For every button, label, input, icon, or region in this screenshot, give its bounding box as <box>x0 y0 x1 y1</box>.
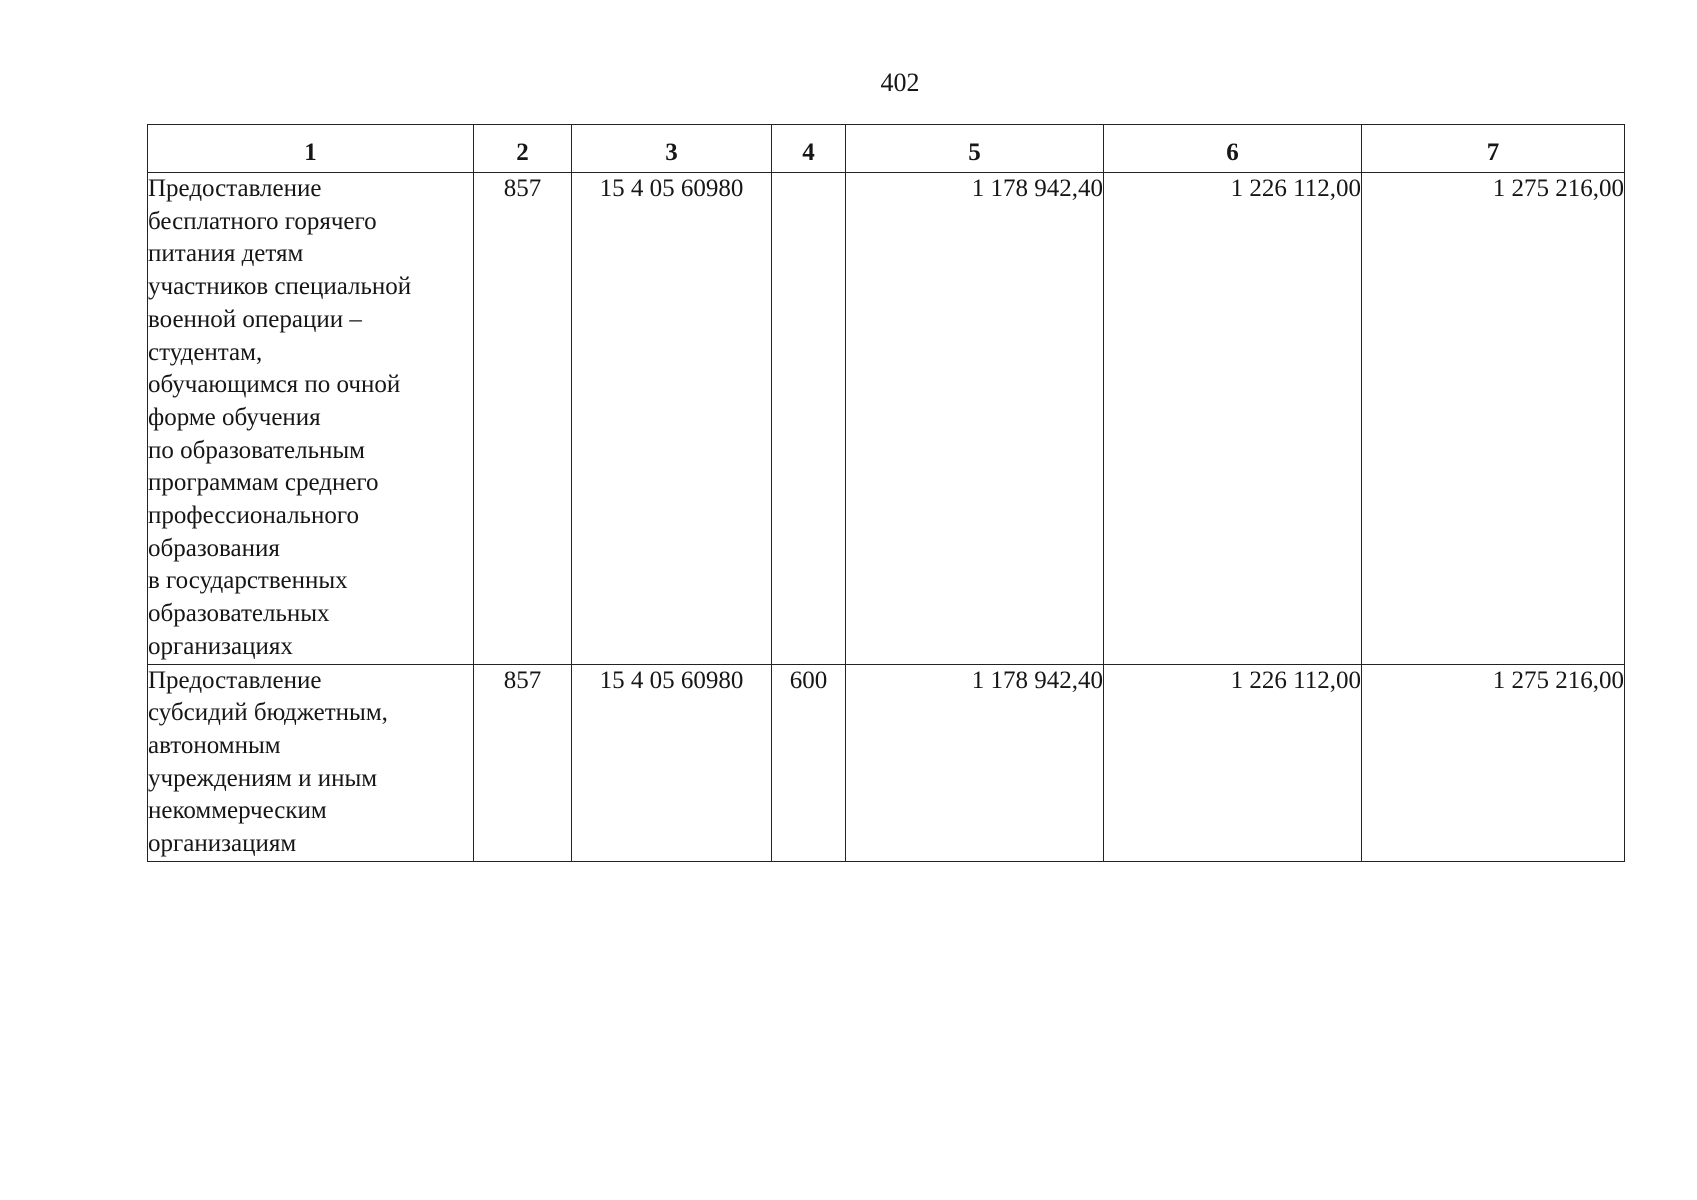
name-line: образовательных <box>148 600 330 628</box>
name-line: военной операции – <box>148 305 362 333</box>
column-header-4: 4 <box>772 125 846 173</box>
table-row <box>148 664 1625 861</box>
header-row <box>148 125 1625 173</box>
column-header-1: 1 <box>148 125 474 173</box>
table-row <box>148 173 1625 665</box>
budget-table <box>147 124 1625 862</box>
expense-type-cell <box>772 173 846 665</box>
column-header-3: 3 <box>572 125 772 173</box>
amount-cell-col6: 1 226 112,00 <box>1104 173 1362 665</box>
amount-cell-col7: 1 275 216,00 <box>1362 664 1625 861</box>
name-line: субсидий бюджетным, <box>148 699 388 727</box>
name-line: форме обучения <box>148 403 321 431</box>
name-line: некоммерческим <box>148 797 327 825</box>
name-line: по образовательным <box>148 436 365 464</box>
name-line: программам среднего <box>148 469 379 497</box>
name-line: Предоставление <box>148 666 322 694</box>
row-name-cell <box>148 173 474 665</box>
expense-type-cell: 600 <box>772 664 846 861</box>
name-line: образования <box>148 534 280 562</box>
column-header-6: 6 <box>1104 125 1362 173</box>
amount-cell-col5: 1 178 942,40 <box>846 664 1104 861</box>
column-header-5: 5 <box>846 125 1104 173</box>
name-line: Предоставление <box>148 175 322 202</box>
amount-cell-col7: 1 275 216,00 <box>1362 173 1625 665</box>
budget-sheet <box>147 124 1624 861</box>
name-line: организациях <box>148 632 293 660</box>
amount-cell-col6: 1 226 112,00 <box>1104 664 1362 861</box>
target-article-cell: 15 4 05 60980 <box>572 173 772 665</box>
amount-cell-col5: 1 178 942,40 <box>846 173 1104 665</box>
name-line: учреждениям и иным <box>148 764 378 792</box>
name-line: автономным <box>148 731 281 759</box>
admin-code-cell: 857 <box>474 173 572 665</box>
column-header-2: 2 <box>474 125 572 173</box>
name-line: в государственных <box>148 567 348 595</box>
name-line: студентам, <box>148 338 263 366</box>
name-line: бесплатного горячего <box>148 207 377 235</box>
name-line: профессионального <box>148 502 359 530</box>
name-line: обучающимся по очной <box>148 371 401 399</box>
row-name-cell <box>148 664 474 861</box>
target-article-cell: 15 4 05 60980 <box>572 664 772 861</box>
admin-code-cell: 857 <box>474 664 572 861</box>
name-line: участников специальной <box>148 273 412 301</box>
name-line: организациям <box>148 830 297 858</box>
column-header-7: 7 <box>1362 125 1625 173</box>
name-line: питания детям <box>148 240 304 268</box>
page-number: 402 <box>880 68 920 97</box>
